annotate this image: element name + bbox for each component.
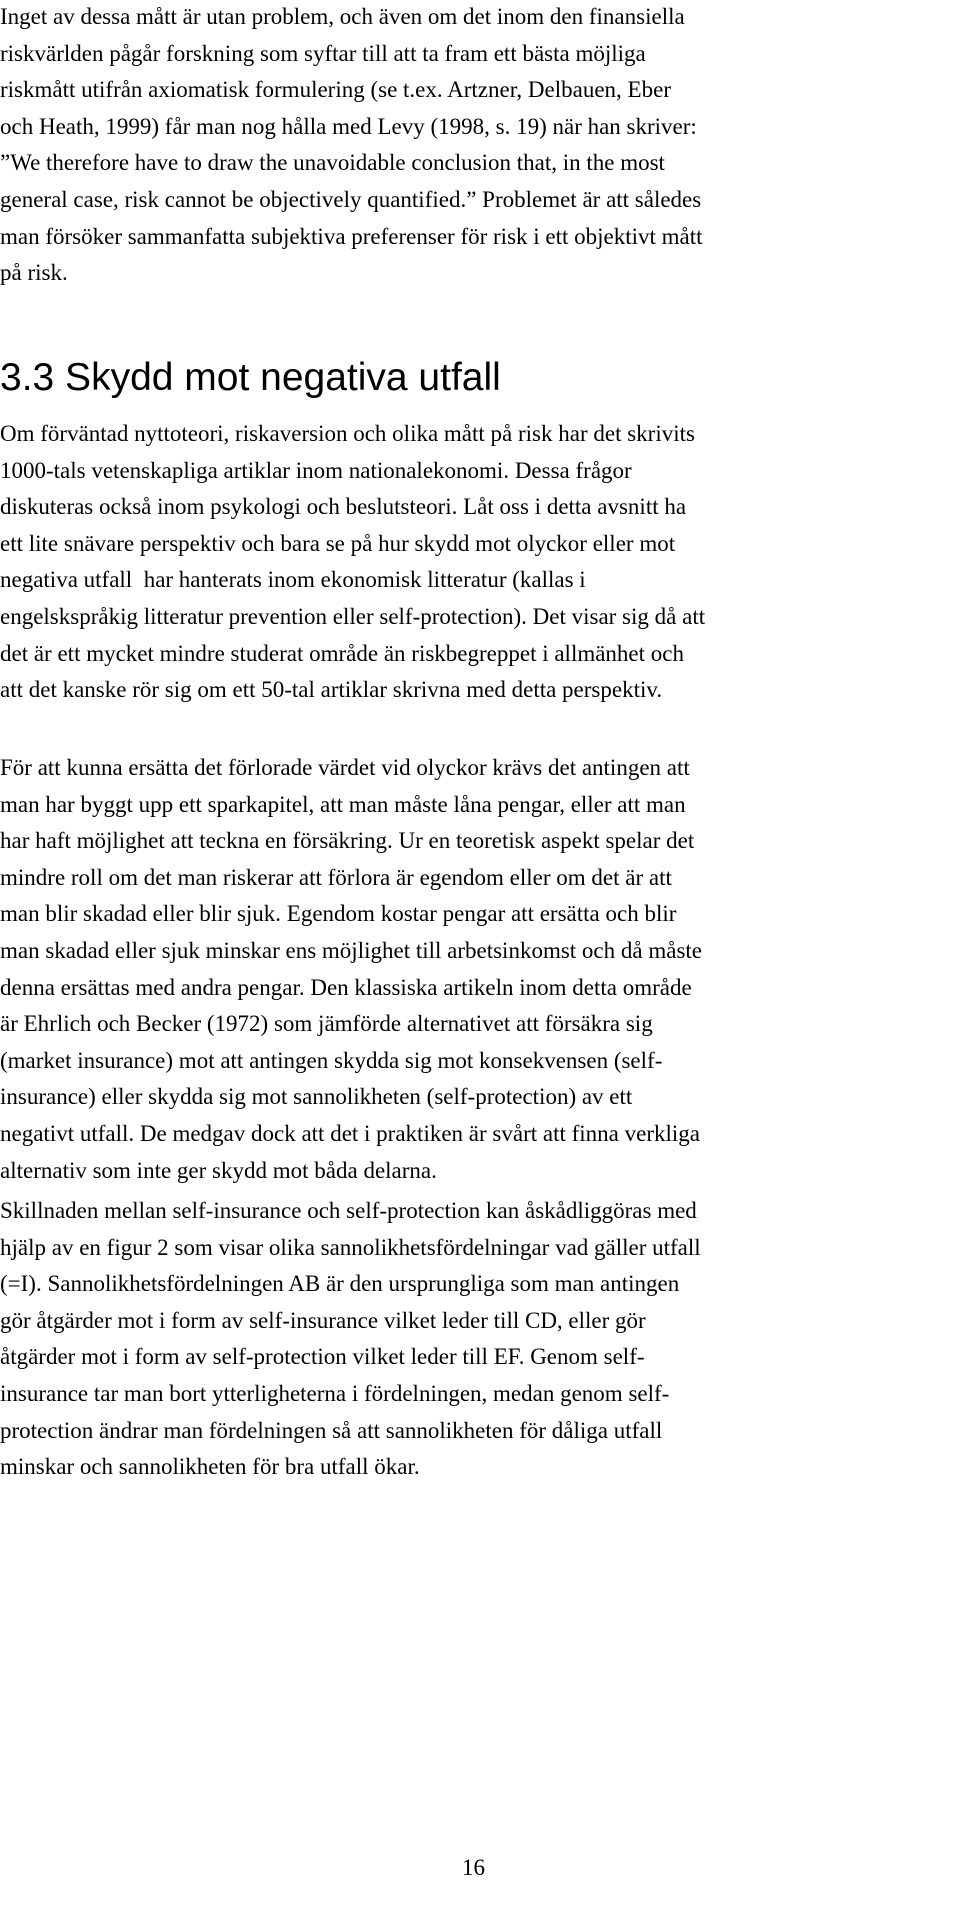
text-line: man blir skadad eller blir sjuk. Egendom kostar pengar att ersätta och blir [0,901,677,927]
text-line: att det kanske rör sig om ett 50-tal artiklar skrivna med detta perspektiv. [0,677,663,703]
text-line: För att kunna ersätta det förlorade värdet vid olyckor krävs det antingen att [0,755,690,780]
text-line: åtgärder mot i form av self-protection vilket leder till EF. Genom self- [0,1344,645,1370]
body-paragraph-3 [0,1193,960,1486]
text-line: och Heath, 1999) får man nog hålla med Levy (1998, s. 19) när han skriver: [0,113,697,139]
text-line: negativa utfall har hanterats inom ekonomisk litteratur (kallas i [0,567,586,593]
text-line: general case, risk cannot be objectively quantified.” Problemet är att således [0,186,702,212]
text-line: riskvärlden pågår forskning som syftar till att ta fram ett bästa möjliga [0,40,646,66]
text-line: det är ett mycket mindre studerat område än riskbegreppet i allmänhet och [0,640,684,666]
section-heading: 3.3 Skydd mot negativa utfall [0,356,501,399]
text-line: minskar och sannolikheten för bra utfall ökar. [0,1454,420,1480]
text-line: hjälp av en figur 2 som visar olika sannolikhetsfördelningar vad gäller utfall [0,1234,701,1260]
text-line: gör åtgärder mot i form av self-insurance vilket leder till CD, eller gör [0,1307,646,1333]
text-line: insurance) eller skydda sig mot sannolikheten (self-protection) av ett [0,1084,633,1110]
text-line: på risk. [0,260,68,286]
text-line: (market insurance) mot att antingen skydda sig mot konsekvensen (self- [0,1047,663,1073]
intro-paragraph [0,0,960,292]
text-line: insurance tar man bort ytterligheterna i fördelningen, medan genom self- [0,1380,670,1406]
text-line: diskuteras också inom psykologi och beslutsteori. Låt oss i detta avsnitt ha [0,494,687,520]
text-line: har haft möjlighet att teckna en försäkring. Ur en teoretisk aspekt spelar det [0,828,695,854]
text-line: protection ändrar man fördelningen så att sannolikheten för dåliga utfall [0,1417,663,1443]
text-line: Om förväntad nyttoteori, riskaversion och olika mått på risk har det skrivits [0,421,695,446]
text-line: denna ersättas med andra pengar. Den klassiska artikeln inom detta område [0,974,692,1000]
text-line: Inget av dessa mått är utan problem, och även om det inom den finansiella [0,4,685,29]
text-line: ”We therefore have to draw the unavoidable conclusion that, in the most [0,150,665,176]
body-paragraph-2 [0,750,960,1189]
text-line: man försöker sammanfatta subjektiva preferenser för risk i ett objektivt mått [0,223,703,249]
text-line: mindre roll om det man riskerar att förlora är egendom eller om det är att [0,864,672,890]
text-line: ett lite snävare perspektiv och bara se på hur skydd mot olyckor eller mot [0,530,676,556]
text-line: är Ehrlich och Becker (1972) som jämförde alternativet att försäkra sig [0,1011,653,1037]
text-line: (=I). Sannolikhetsfördelningen AB är den ursprungliga som man antingen [0,1271,680,1297]
text-line: alternativ som inte ger skydd mot båda delarna. [0,1157,437,1183]
text-line: 1000-tals vetenskapliga artiklar inom nationalekonomi. Dessa frågor [0,457,632,483]
page-number: 16 [462,1855,485,1880]
text-line: man skadad eller sjuk minskar ens möjlighet till arbetsinkomst och då måste [0,937,702,963]
text-line: negativt utfall. De medgav dock att det i praktiken är svårt att finna verkliga [0,1120,700,1146]
text-line: Skillnaden mellan self-insurance och self-protection kan åskådliggöras med [0,1198,697,1223]
text-line: riskmått utifrån axiomatisk formulering (se t.ex. Artzner, Delbauen, Eber [0,77,671,103]
body-paragraph-1 [0,416,960,709]
text-line: man har byggt upp ett sparkapitel, att man måste låna pengar, eller att man [0,791,686,817]
text-line: engelskspråkig litteratur prevention eller self-protection). Det visar sig då att [0,603,706,629]
